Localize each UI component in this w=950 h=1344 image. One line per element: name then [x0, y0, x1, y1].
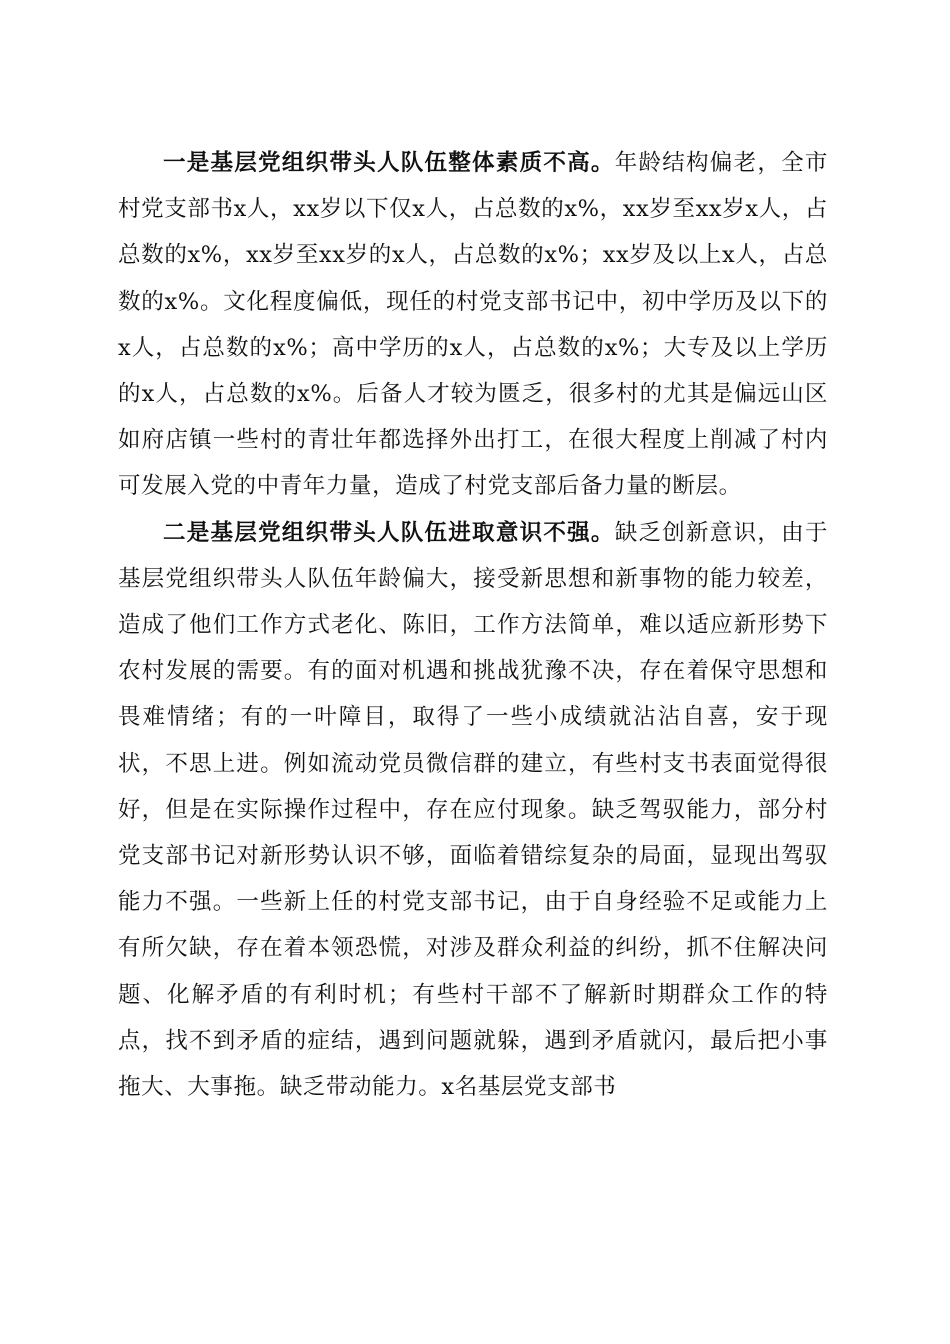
paragraph-1-heading: 一是基层党组织带头人队伍整体素质不高。 — [163, 150, 615, 176]
paragraph-2 — [118, 510, 828, 1111]
paragraph-1-text: 年龄结构偏老，全市村党支部书x人，xx岁以下仅x人，占总数的x%，xx岁至xx岁x人，占总数的x%，xx岁至xx岁的x人，占总数的x%；xx岁及以上x人，占总数的x%。文化程度偏低，现任的村党支部书记中，初中学历及以下的x人，占总数的x%；高中学历的x人，占总数的x%；大专及以上学历的x人，占总数的x%。后备人才较为匮乏，很多村的尤其是偏远山区如府店镇一些村的青壮年都选择外出打工，在很大程度上削减了村内可发展入党的中青年力量，造成了村党支部后备力量的断层。 — [118, 150, 828, 500]
paragraph-2-heading: 二是基层党组织带头人队伍进取意识不强。 — [163, 519, 615, 546]
paragraph-1 — [118, 140, 828, 510]
document-body — [118, 140, 828, 1110]
paragraph-2-text: 缺乏创新意识，由于基层党组织带头人队伍年龄偏大，接受新思想和新事物的能力较差，造成了他们工作方式老化、陈旧，工作方法简单，难以适应新形势下农村发展的需要。有的面对机遇和挑战犹豫不决，存在着保守思想和畏难情绪；有的一叶障目，取得了一些小成绩就沾沾自喜，安于现状，不思上进。例如流动党员微信群的建立，有些村支书表面觉得很好，但是在实际操作过程中，存在应付现象。缺乏驾驭能力，部分村党支部书记对新形势认识不够，面临着错综复杂的局面，显现出驾驭能力不强。一些新上任的村党支部书记，由于自身经验不足或能力上有所欠缺，存在着本领恐慌，对涉及群众利益的纠纷，抓不住解决问题、化解矛盾的有利时机；有些村干部不了解新时期群众工作的特点，找不到矛盾的症结，遇到问题就躲，遇到矛盾就闪，最后把小事拖大、大事拖。缺乏带动能力。x名基层党支部书 — [118, 519, 828, 1101]
